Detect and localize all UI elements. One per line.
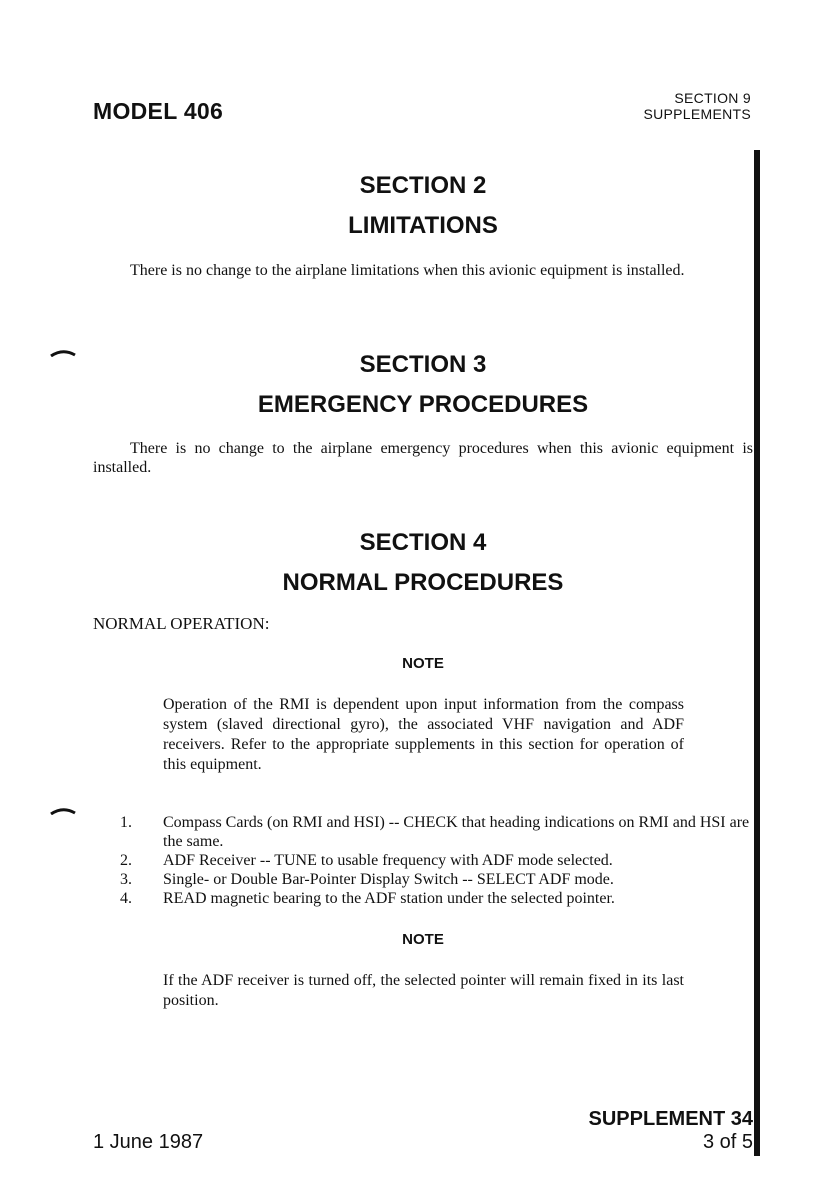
procedure-step — [120, 851, 760, 870]
section4-number: SECTION 4 — [359, 529, 487, 556]
step-number: 3. — [120, 871, 132, 888]
note-paragraph: Operation of the RMI is dependent upon input information from the compass system (slaved directional gyro), the associated VHF navigation and ADF receivers. Refer to the appropriate supplements in this section for operation of this equipment. — [163, 696, 684, 773]
model-title: MODEL 406 — [93, 98, 224, 124]
note-paragraph: If the ADF receiver is turned off, the selected pointer will remain fixed in its last position. — [163, 972, 684, 1009]
section2-number: SECTION 2 — [359, 172, 487, 199]
supplement-number: SUPPLEMENT 34 — [588, 1108, 753, 1130]
procedure-step — [120, 813, 760, 851]
revision-mark-icon — [50, 349, 76, 357]
note-heading: NOTE — [402, 931, 444, 948]
section-sub-label: SUPPLEMENTS — [643, 106, 751, 122]
normal-operation-heading: NORMAL OPERATION: — [93, 614, 270, 633]
step-number: 2. — [120, 852, 132, 869]
section2-title: LIMITATIONS — [348, 212, 498, 239]
section3-number: SECTION 3 — [359, 351, 487, 378]
step-text: Single- or Double Bar-Pointer Display Switch -- SELECT ADF mode. — [163, 871, 614, 888]
step-number: 4. — [120, 890, 132, 907]
procedure-step — [120, 889, 760, 908]
section4-title: NORMAL PROCEDURES — [282, 569, 564, 596]
running-header — [643, 90, 751, 122]
section-label: SECTION 9 — [674, 90, 751, 106]
step-number: 1. — [120, 814, 132, 831]
page-number: 3 of 5 — [702, 1131, 753, 1153]
procedure-steps — [120, 813, 760, 908]
revision-mark-icon — [50, 807, 76, 815]
step-text: Compass Cards (on RMI and HSI) -- CHECK that heading indications on RMI and HSI are the same. — [163, 814, 750, 850]
step-text: ADF Receiver -- TUNE to usable frequency with ADF mode selected. — [163, 852, 613, 869]
section2-paragraph: There is no change to the airplane limitations when this avionic equipment is installed. — [130, 262, 685, 279]
section3-paragraph: There is no change to the airplane emergency procedures when this avionic equipment is installed. — [93, 440, 753, 476]
step-text: READ magnetic bearing to the ADF station under the selected pointer. — [163, 890, 615, 907]
note-heading: NOTE — [402, 655, 444, 672]
section3-title: EMERGENCY PROCEDURES — [257, 391, 589, 418]
revision-change-bar — [754, 150, 760, 1156]
issue-date: 1 June 1987 — [93, 1131, 204, 1153]
procedure-step — [120, 870, 760, 889]
